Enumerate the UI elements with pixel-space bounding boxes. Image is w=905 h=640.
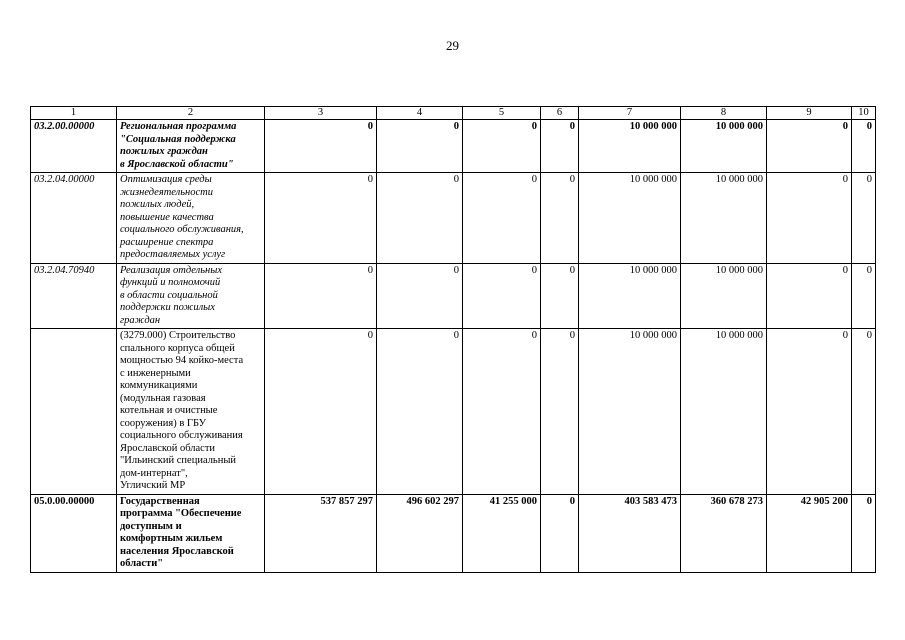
row-name-line: функций и полномочий	[120, 277, 221, 288]
row-name-line: с инженерными	[120, 367, 191, 379]
row-name-line: повышение качества	[120, 211, 214, 223]
row-value-col-8: 10 000 000	[681, 263, 767, 329]
column-header: 4	[377, 107, 463, 120]
row-name-line: пожилых людей,	[120, 199, 195, 210]
row-value-col-4: 0	[377, 329, 463, 495]
row-name	[117, 329, 265, 495]
page-number: 29	[446, 38, 459, 53]
row-value-col-9: 0	[767, 120, 852, 173]
table-row	[31, 329, 876, 495]
table-row	[31, 120, 876, 173]
row-value-col-6: 0	[541, 120, 579, 173]
row-value-col-10: 0	[852, 263, 876, 329]
row-name-line: Оптимизация среды	[120, 174, 212, 185]
row-name-line: граждан	[120, 314, 161, 326]
row-code: 05.0.00.00000	[31, 494, 117, 572]
row-name-line: социального обслуживания	[120, 430, 243, 441]
row-code: 03.2.04.70940	[31, 263, 117, 329]
row-name-line: социального обслуживания,	[120, 224, 244, 235]
row-value-col-4: 0	[377, 263, 463, 329]
row-name-line: Государственная	[120, 495, 200, 507]
row-value-col-10: 0	[852, 173, 876, 264]
row-value-col-9: 0	[767, 263, 852, 329]
row-value-col-6: 0	[541, 263, 579, 329]
row-code	[31, 329, 117, 495]
column-header: 9	[767, 107, 852, 120]
row-name-line: (3279.000) Строительство	[120, 330, 236, 341]
row-value-col-5: 0	[463, 329, 541, 495]
row-name-line: Региональная программа	[120, 121, 237, 132]
column-header: 6	[541, 107, 579, 120]
row-name-line: программа "Обеспечение	[120, 508, 242, 519]
row-name-line: коммуникациями	[120, 380, 198, 391]
column-header: 10	[852, 107, 876, 120]
row-value-col-3: 0	[265, 263, 377, 329]
row-name-line: "Ильинский специальный	[120, 455, 237, 466]
row-value-col-6: 0	[541, 494, 579, 572]
column-header: 7	[579, 107, 681, 120]
row-name	[117, 494, 265, 572]
row-name-line: дом-интернат",	[120, 467, 188, 479]
table-row	[31, 173, 876, 264]
row-value-col-5: 0	[463, 120, 541, 173]
row-name-line: Ярославской области	[120, 442, 216, 454]
row-value-col-5: 0	[463, 173, 541, 264]
row-name	[117, 120, 265, 173]
row-value-col-9: 0	[767, 173, 852, 264]
row-name	[117, 173, 265, 264]
column-header: 5	[463, 107, 541, 120]
row-value-col-7: 10 000 000	[579, 263, 681, 329]
row-value-col-10: 0	[852, 120, 876, 173]
column-header: 8	[681, 107, 767, 120]
row-name-line: области"	[120, 558, 164, 569]
row-name	[117, 263, 265, 329]
row-name-line: Реализация отдельных	[120, 264, 222, 276]
row-value-col-4: 0	[377, 120, 463, 173]
row-value-col-3: 0	[265, 329, 377, 495]
row-code: 03.2.04.00000	[31, 173, 117, 264]
row-name-line: населения Ярославской	[120, 545, 234, 557]
column-header: 2	[117, 107, 265, 120]
row-name-line: Угличский МР	[120, 480, 186, 491]
row-name-line: комфортным жильем	[120, 533, 223, 544]
row-code: 03.2.00.00000	[31, 120, 117, 173]
row-value-col-9: 42 905 200	[767, 494, 852, 572]
row-value-col-8: 10 000 000	[681, 120, 767, 173]
row-value-col-8: 360 678 273	[681, 494, 767, 572]
row-name-line: доступным и	[120, 520, 182, 532]
row-name-line: котельная и очистные	[120, 405, 218, 416]
row-value-col-5: 41 255 000	[463, 494, 541, 572]
row-value-col-8: 10 000 000	[681, 329, 767, 495]
row-value-col-9: 0	[767, 329, 852, 495]
row-value-col-5: 0	[463, 263, 541, 329]
table-row	[31, 263, 876, 329]
row-value-col-7: 10 000 000	[579, 329, 681, 495]
row-name-line: в области социальной	[120, 289, 218, 301]
column-header: 3	[265, 107, 377, 120]
row-name-line: "Социальная поддержка	[120, 133, 236, 145]
row-value-col-7: 10 000 000	[579, 120, 681, 173]
row-name-line: пожилых граждан	[120, 146, 208, 157]
row-name-line: в Ярославской области"	[120, 158, 234, 170]
row-value-col-4: 496 602 297	[377, 494, 463, 572]
row-name-line: сооружения) в ГБУ	[120, 417, 207, 429]
row-value-col-3: 0	[265, 173, 377, 264]
row-value-col-10: 0	[852, 329, 876, 495]
row-value-col-7: 10 000 000	[579, 173, 681, 264]
row-value-col-3: 537 857 297	[265, 494, 377, 572]
column-header: 1	[31, 107, 117, 120]
row-value-col-3: 0	[265, 120, 377, 173]
row-name-line: спального корпуса общей	[120, 342, 235, 354]
row-name-line: расширение спектра	[120, 236, 214, 248]
row-name-line: поддержки пожилых	[120, 302, 215, 313]
row-name-line: жизнедеятельности	[120, 186, 213, 198]
row-name-line: мощностью 94 койко-места	[120, 355, 244, 366]
row-value-col-8: 10 000 000	[681, 173, 767, 264]
row-name-line: (модульная газовая	[120, 392, 206, 404]
row-value-col-4: 0	[377, 173, 463, 264]
table-row	[31, 494, 876, 572]
row-name-line: предоставляемых услуг	[120, 249, 226, 260]
row-value-col-7: 403 583 473	[579, 494, 681, 572]
budget-table	[30, 106, 876, 573]
column-number-row	[31, 107, 876, 120]
row-value-col-6: 0	[541, 329, 579, 495]
row-value-col-6: 0	[541, 173, 579, 264]
row-value-col-10: 0	[852, 494, 876, 572]
